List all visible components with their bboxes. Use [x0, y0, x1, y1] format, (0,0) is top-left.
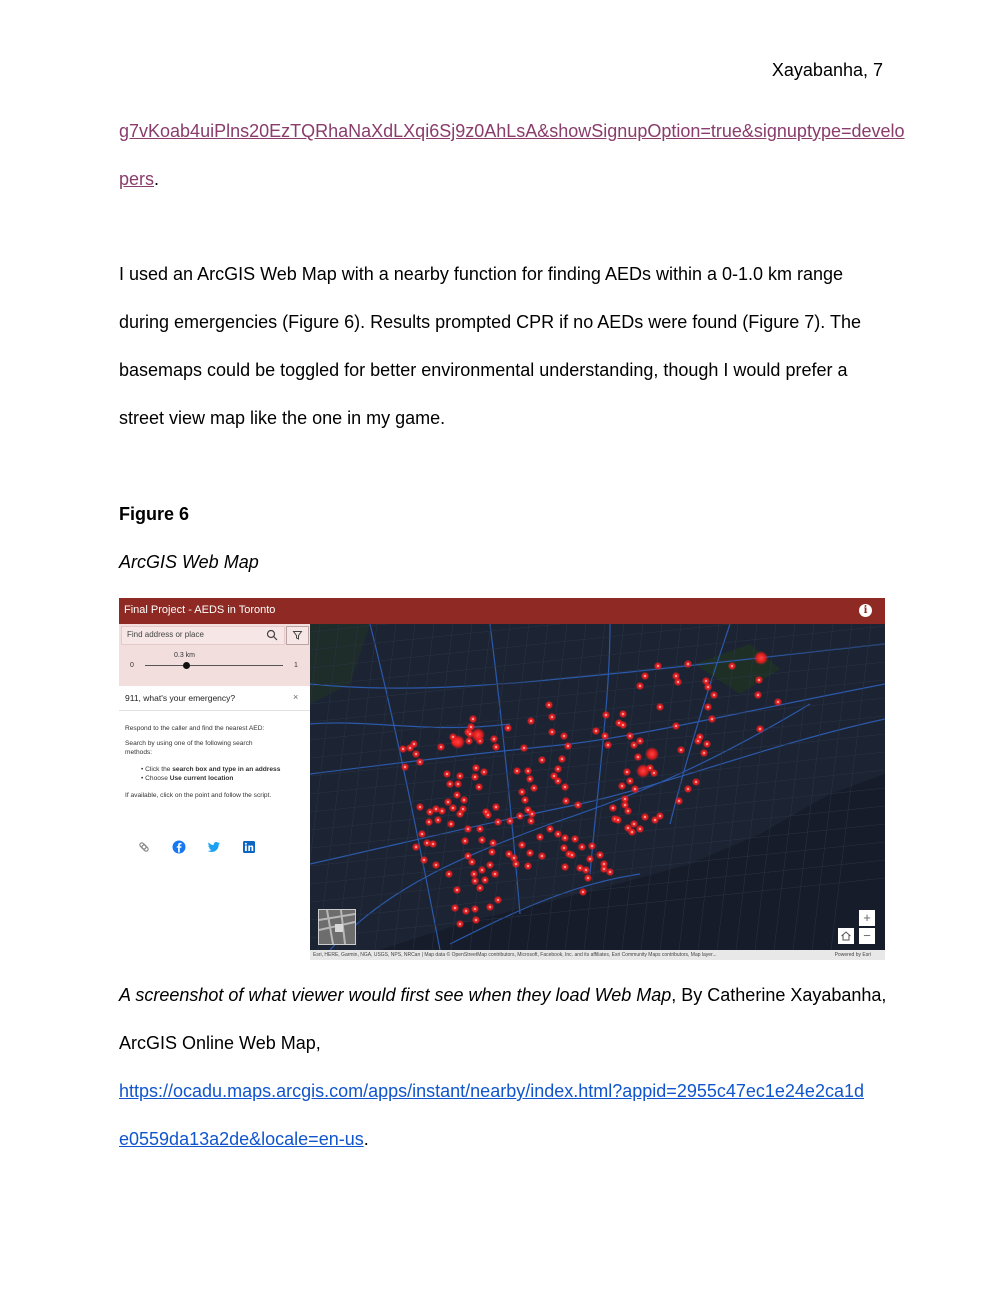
aed-marker-center	[609, 871, 611, 873]
aed-marker-center	[777, 701, 779, 703]
aed-marker-center	[404, 766, 406, 768]
aed-marker-center	[563, 847, 565, 849]
aed-marker-center	[758, 679, 760, 681]
aed-marker-center	[449, 783, 451, 785]
aed-marker-center	[581, 846, 583, 848]
aed-marker-center	[617, 819, 619, 821]
aed-marker-center	[607, 744, 609, 746]
aed-marker-center	[527, 865, 529, 867]
aed-marker-cluster[interactable]	[754, 651, 768, 665]
figure-title: ArcGIS Web Map	[119, 552, 259, 572]
aed-marker-center	[467, 855, 469, 857]
link-icon[interactable]	[137, 840, 151, 854]
aed-marker-center	[419, 806, 421, 808]
aed-marker-center	[507, 727, 509, 729]
aed-marker-center	[519, 815, 521, 817]
satellite-thumbnail-icon	[319, 910, 355, 944]
aed-marker-center	[582, 891, 584, 893]
aed-marker-center	[563, 735, 565, 737]
aed-marker-center	[564, 786, 566, 788]
aed-marker-center	[428, 821, 430, 823]
webmap-url-part2[interactable]: e0559da13a2de&locale=en-us	[119, 1129, 364, 1149]
aed-marker-center	[423, 859, 425, 861]
distance-slider-track[interactable]	[145, 665, 283, 666]
distance-slider-handle[interactable]	[183, 662, 190, 669]
home-icon	[838, 928, 854, 944]
aed-marker-center	[435, 808, 437, 810]
aed-marker-center	[541, 855, 543, 857]
aed-marker-center	[478, 786, 480, 788]
search-area	[119, 624, 310, 686]
aed-marker-center	[421, 833, 423, 835]
aed-marker-center	[479, 887, 481, 889]
aed-marker-center	[539, 836, 541, 838]
aed-marker-center	[492, 842, 494, 844]
search-icon[interactable]	[266, 629, 278, 641]
aed-marker-center	[629, 735, 631, 737]
aed-marker-center	[599, 854, 601, 856]
aed-marker-center	[495, 746, 497, 748]
aed-marker-center	[454, 907, 456, 909]
aed-marker-center	[557, 768, 559, 770]
aed-marker-center	[508, 853, 510, 855]
aed-marker-center	[530, 720, 532, 722]
aed-marker-center	[637, 756, 639, 758]
aed-marker-center	[413, 743, 415, 745]
aed-marker-center	[567, 745, 569, 747]
aed-marker-center	[633, 744, 635, 746]
aed-marker-center	[529, 778, 531, 780]
slider-max-label: 1	[294, 662, 298, 669]
instruction-bullet: • Choose Use current location	[141, 775, 234, 782]
close-icon[interactable]: ×	[293, 692, 299, 702]
linkedin-icon[interactable]	[242, 840, 256, 854]
aed-marker-center	[561, 758, 563, 760]
divider	[119, 710, 310, 711]
signup-link-part2[interactable]: pers	[119, 169, 155, 189]
aed-marker-center	[497, 899, 499, 901]
zoom-in-button[interactable]: +	[859, 910, 875, 926]
filter-icon	[287, 627, 308, 644]
aed-marker-center	[474, 880, 476, 882]
aed-marker-center	[629, 780, 631, 782]
aed-marker-center	[639, 685, 641, 687]
aed-marker-center	[513, 857, 515, 859]
aed-marker-center	[657, 665, 659, 667]
aed-marker-center	[495, 806, 497, 808]
page-header: Xayabanha, 7	[771, 60, 883, 80]
aed-marker-center	[549, 828, 551, 830]
twitter-icon[interactable]	[207, 840, 221, 854]
link-continuation-line2	[119, 169, 159, 190]
aed-marker-center	[463, 799, 465, 801]
aed-marker-center	[587, 877, 589, 879]
aed-marker-center	[553, 775, 555, 777]
aed-marker-center	[467, 828, 469, 830]
aed-marker-center	[678, 800, 680, 802]
aed-marker-center	[533, 787, 535, 789]
figure-label: Figure 6	[119, 504, 190, 524]
aed-marker-center	[703, 752, 705, 754]
aed-marker-center	[705, 680, 707, 682]
aed-marker-center	[473, 873, 475, 875]
aed-marker-center	[634, 788, 636, 790]
aed-marker-center	[474, 776, 476, 778]
aed-marker-center	[447, 801, 449, 803]
aed-marker-center	[627, 827, 629, 829]
aed-marker-center	[450, 823, 452, 825]
aed-marker-center	[456, 889, 458, 891]
aed-marker-center	[429, 811, 431, 813]
aed-marker-center	[699, 736, 701, 738]
aed-marker-center	[448, 873, 450, 875]
aed-marker-center	[687, 788, 689, 790]
aed-marker-center	[707, 686, 709, 688]
aed-marker-center	[605, 714, 607, 716]
aed-marker-center	[481, 869, 483, 871]
caption-italic: A screenshot of what viewer would first see when they load Web Map	[119, 985, 672, 1005]
aed-marker-center	[457, 783, 459, 785]
aed-marker-center	[468, 740, 470, 742]
aed-marker-cluster[interactable]	[636, 764, 650, 778]
filter-button[interactable]	[286, 626, 309, 645]
aed-marker-center	[515, 863, 517, 865]
app-title: Final Project - AEDS in Toronto	[124, 604, 276, 616]
aed-marker-center	[757, 694, 759, 696]
aed-marker-center	[481, 839, 483, 841]
powered-by-esri[interactable]: Powered by Esri	[834, 952, 871, 958]
aed-marker-center	[565, 800, 567, 802]
aed-marker-center	[491, 851, 493, 853]
aed-marker-center	[527, 809, 529, 811]
aed-marker-center	[631, 831, 633, 833]
aed-marker-center	[585, 869, 587, 871]
aed-marker-center	[465, 910, 467, 912]
aed-marker-center	[432, 843, 434, 845]
aed-marker-center	[551, 731, 553, 733]
aed-marker-center	[579, 867, 581, 869]
aed-marker-center	[484, 879, 486, 881]
period: .	[363, 1129, 369, 1149]
aed-marker-center	[707, 706, 709, 708]
aed-marker-center	[529, 852, 531, 854]
paragraph-line: street view map like the one in my game.	[119, 408, 446, 428]
paragraph-line: I used an ArcGIS Web Map with a nearby function for finding AEDs within a 0-1.0 km range	[119, 264, 844, 284]
aed-marker-center	[516, 770, 518, 772]
info-icon[interactable]: i	[859, 604, 872, 617]
signup-link-part1[interactable]: g7vKoab4uiPlns20EzTQRhaNaXdLXqi6Sj9z0AhLsA&showSignupOption=true&signuptype=develo	[119, 121, 905, 141]
aed-marker-center	[644, 816, 646, 818]
aed-marker-center	[626, 771, 628, 773]
link-continuation-line1	[119, 121, 905, 142]
aed-marker-center	[574, 838, 576, 840]
aed-marker-center	[530, 820, 532, 822]
aed-marker-center	[469, 733, 471, 735]
aed-marker-center	[409, 747, 411, 749]
aed-marker-center	[462, 808, 464, 810]
instruction-text: Respond to the caller and find the nearest AED:	[125, 725, 265, 732]
aed-marker-center	[459, 775, 461, 777]
map-view[interactable]	[310, 624, 885, 950]
aed-marker-center	[622, 724, 624, 726]
paragraph-line: basemaps could be toggled for better environmental understanding, though I would prefer a	[119, 360, 848, 380]
instruction-text: Search by using one of the following search	[125, 740, 253, 747]
map-attribution	[310, 950, 885, 960]
aed-marker-center	[472, 718, 474, 720]
aed-marker-center	[589, 858, 591, 860]
aed-marker-center	[644, 675, 646, 677]
aed-marker-center	[677, 681, 679, 683]
aed-marker-center	[612, 807, 614, 809]
search-placeholder: Find address or place	[127, 630, 204, 639]
paragraph-line: during emergencies (Figure 6). Results prompted CPR if no AEDs were found (Figure 7). The	[119, 312, 861, 332]
aed-marker-center	[440, 746, 442, 748]
aed-marker-center	[687, 663, 689, 665]
webmap-url-part1[interactable]: https://ocadu.maps.arcgis.com/apps/instant/nearby/index.html?appid=2955c47ec1e24e2ca1d	[119, 1081, 864, 1101]
home-button[interactable]	[838, 928, 854, 944]
aed-marker-center	[474, 908, 476, 910]
aed-marker-center	[541, 759, 543, 761]
instruction-text: If available, click on the point and follow the script.	[125, 792, 272, 799]
aed-marker-center	[557, 833, 559, 835]
aed-marker-center	[527, 770, 529, 772]
aed-marker-center	[483, 771, 485, 773]
aed-marker-center	[731, 665, 733, 667]
aed-marker-center	[659, 815, 661, 817]
aed-marker-center	[464, 840, 466, 842]
search-input[interactable]	[121, 626, 285, 645]
aed-marker-center	[571, 854, 573, 856]
attribution-text: Esri, HERE, Garmin, NGA, USGS, NPS, NRCan | Map data © OpenStreetMap contributors, Microsoft, Facebook, Inc. and its affiliates, Esri Community Maps contributors, Map layer...	[313, 952, 717, 958]
aed-marker-center	[524, 799, 526, 801]
aed-marker-center	[493, 738, 495, 740]
aed-marker-center	[419, 761, 421, 763]
caption-rest: , By Catherine Xayabanha,	[671, 985, 887, 1005]
aed-marker-center	[437, 819, 439, 821]
aed-marker-center	[604, 735, 606, 737]
aed-marker-center	[415, 753, 417, 755]
aed-marker-center	[653, 772, 655, 774]
aed-marker-center	[711, 718, 713, 720]
aed-marker-center	[564, 866, 566, 868]
aed-marker-center	[497, 821, 499, 823]
url-line2	[119, 1129, 369, 1150]
aed-marker-center	[627, 810, 629, 812]
aed-marker-center	[475, 767, 477, 769]
instruction-text: methods:	[125, 749, 153, 756]
aed-marker-center	[435, 864, 437, 866]
aed-marker-center	[591, 845, 593, 847]
aed-marker-center	[713, 694, 715, 696]
instruction-bullet: • Click the search box and type in an address	[141, 766, 281, 773]
card-title: 911, what's your emergency?	[125, 693, 236, 703]
aed-marker-center	[675, 725, 677, 727]
aed-marker-center	[577, 804, 579, 806]
app-header	[119, 598, 885, 624]
aed-marker-center	[452, 807, 454, 809]
aed-marker-center	[489, 906, 491, 908]
period: .	[154, 169, 160, 189]
aed-marker-center	[659, 706, 661, 708]
side-panel	[119, 624, 310, 960]
aed-marker-center	[654, 819, 656, 821]
aed-marker-center	[459, 813, 461, 815]
aed-marker-center	[402, 748, 404, 750]
aed-marker-center	[633, 823, 635, 825]
aed-marker-center	[548, 704, 550, 706]
aed-marker-center	[523, 747, 525, 749]
aed-marker-center	[622, 713, 624, 715]
map-canvas[interactable]	[310, 624, 885, 950]
aed-marker-center	[595, 730, 597, 732]
aed-marker-center	[487, 814, 489, 816]
aed-marker-center	[603, 863, 605, 865]
aed-marker-center	[470, 726, 472, 728]
aed-marker-cluster[interactable]	[645, 747, 659, 761]
aed-marker-center	[521, 844, 523, 846]
aed-marker-center	[479, 828, 481, 830]
aed-marker-center	[426, 842, 428, 844]
aed-marker-center	[509, 820, 511, 822]
aed-marker-center	[557, 780, 559, 782]
caption-line1	[119, 985, 886, 1006]
caption-line2: ArcGIS Online Web Map,	[119, 1033, 321, 1053]
aed-marker-cluster[interactable]	[471, 728, 485, 742]
aed-marker-center	[471, 861, 473, 863]
aed-marker-center	[624, 804, 626, 806]
aed-marker-center	[456, 794, 458, 796]
facebook-icon[interactable]	[172, 840, 186, 854]
aed-marker-center	[475, 919, 477, 921]
aed-marker-center	[564, 837, 566, 839]
web-map-screenshot	[119, 598, 885, 960]
aed-marker-center	[675, 675, 677, 677]
url-line1	[119, 1081, 864, 1102]
zoom-out-button[interactable]: −	[859, 928, 875, 944]
aed-marker-center	[621, 785, 623, 787]
aed-marker-center	[459, 923, 461, 925]
aed-marker-center	[680, 749, 682, 751]
aed-marker-center	[759, 728, 761, 730]
aed-marker-center	[521, 791, 523, 793]
aed-marker-center	[494, 873, 496, 875]
aed-marker-center	[551, 716, 553, 718]
aed-marker-center	[706, 743, 708, 745]
slider-min-label: 0	[130, 662, 134, 669]
aed-marker-center	[415, 846, 417, 848]
aed-marker-center	[603, 868, 605, 870]
aed-marker-center	[639, 828, 641, 830]
aed-marker-center	[446, 773, 448, 775]
aed-marker-center	[639, 740, 641, 742]
aed-marker-cluster[interactable]	[451, 735, 465, 749]
aed-marker-center	[489, 864, 491, 866]
aed-marker-center	[695, 781, 697, 783]
aed-marker-center	[441, 810, 443, 812]
aed-marker-center	[624, 798, 626, 800]
distance-value-label: 0.3 km	[174, 652, 196, 659]
aed-marker-center	[531, 813, 533, 815]
basemap-toggle[interactable]	[318, 909, 356, 945]
